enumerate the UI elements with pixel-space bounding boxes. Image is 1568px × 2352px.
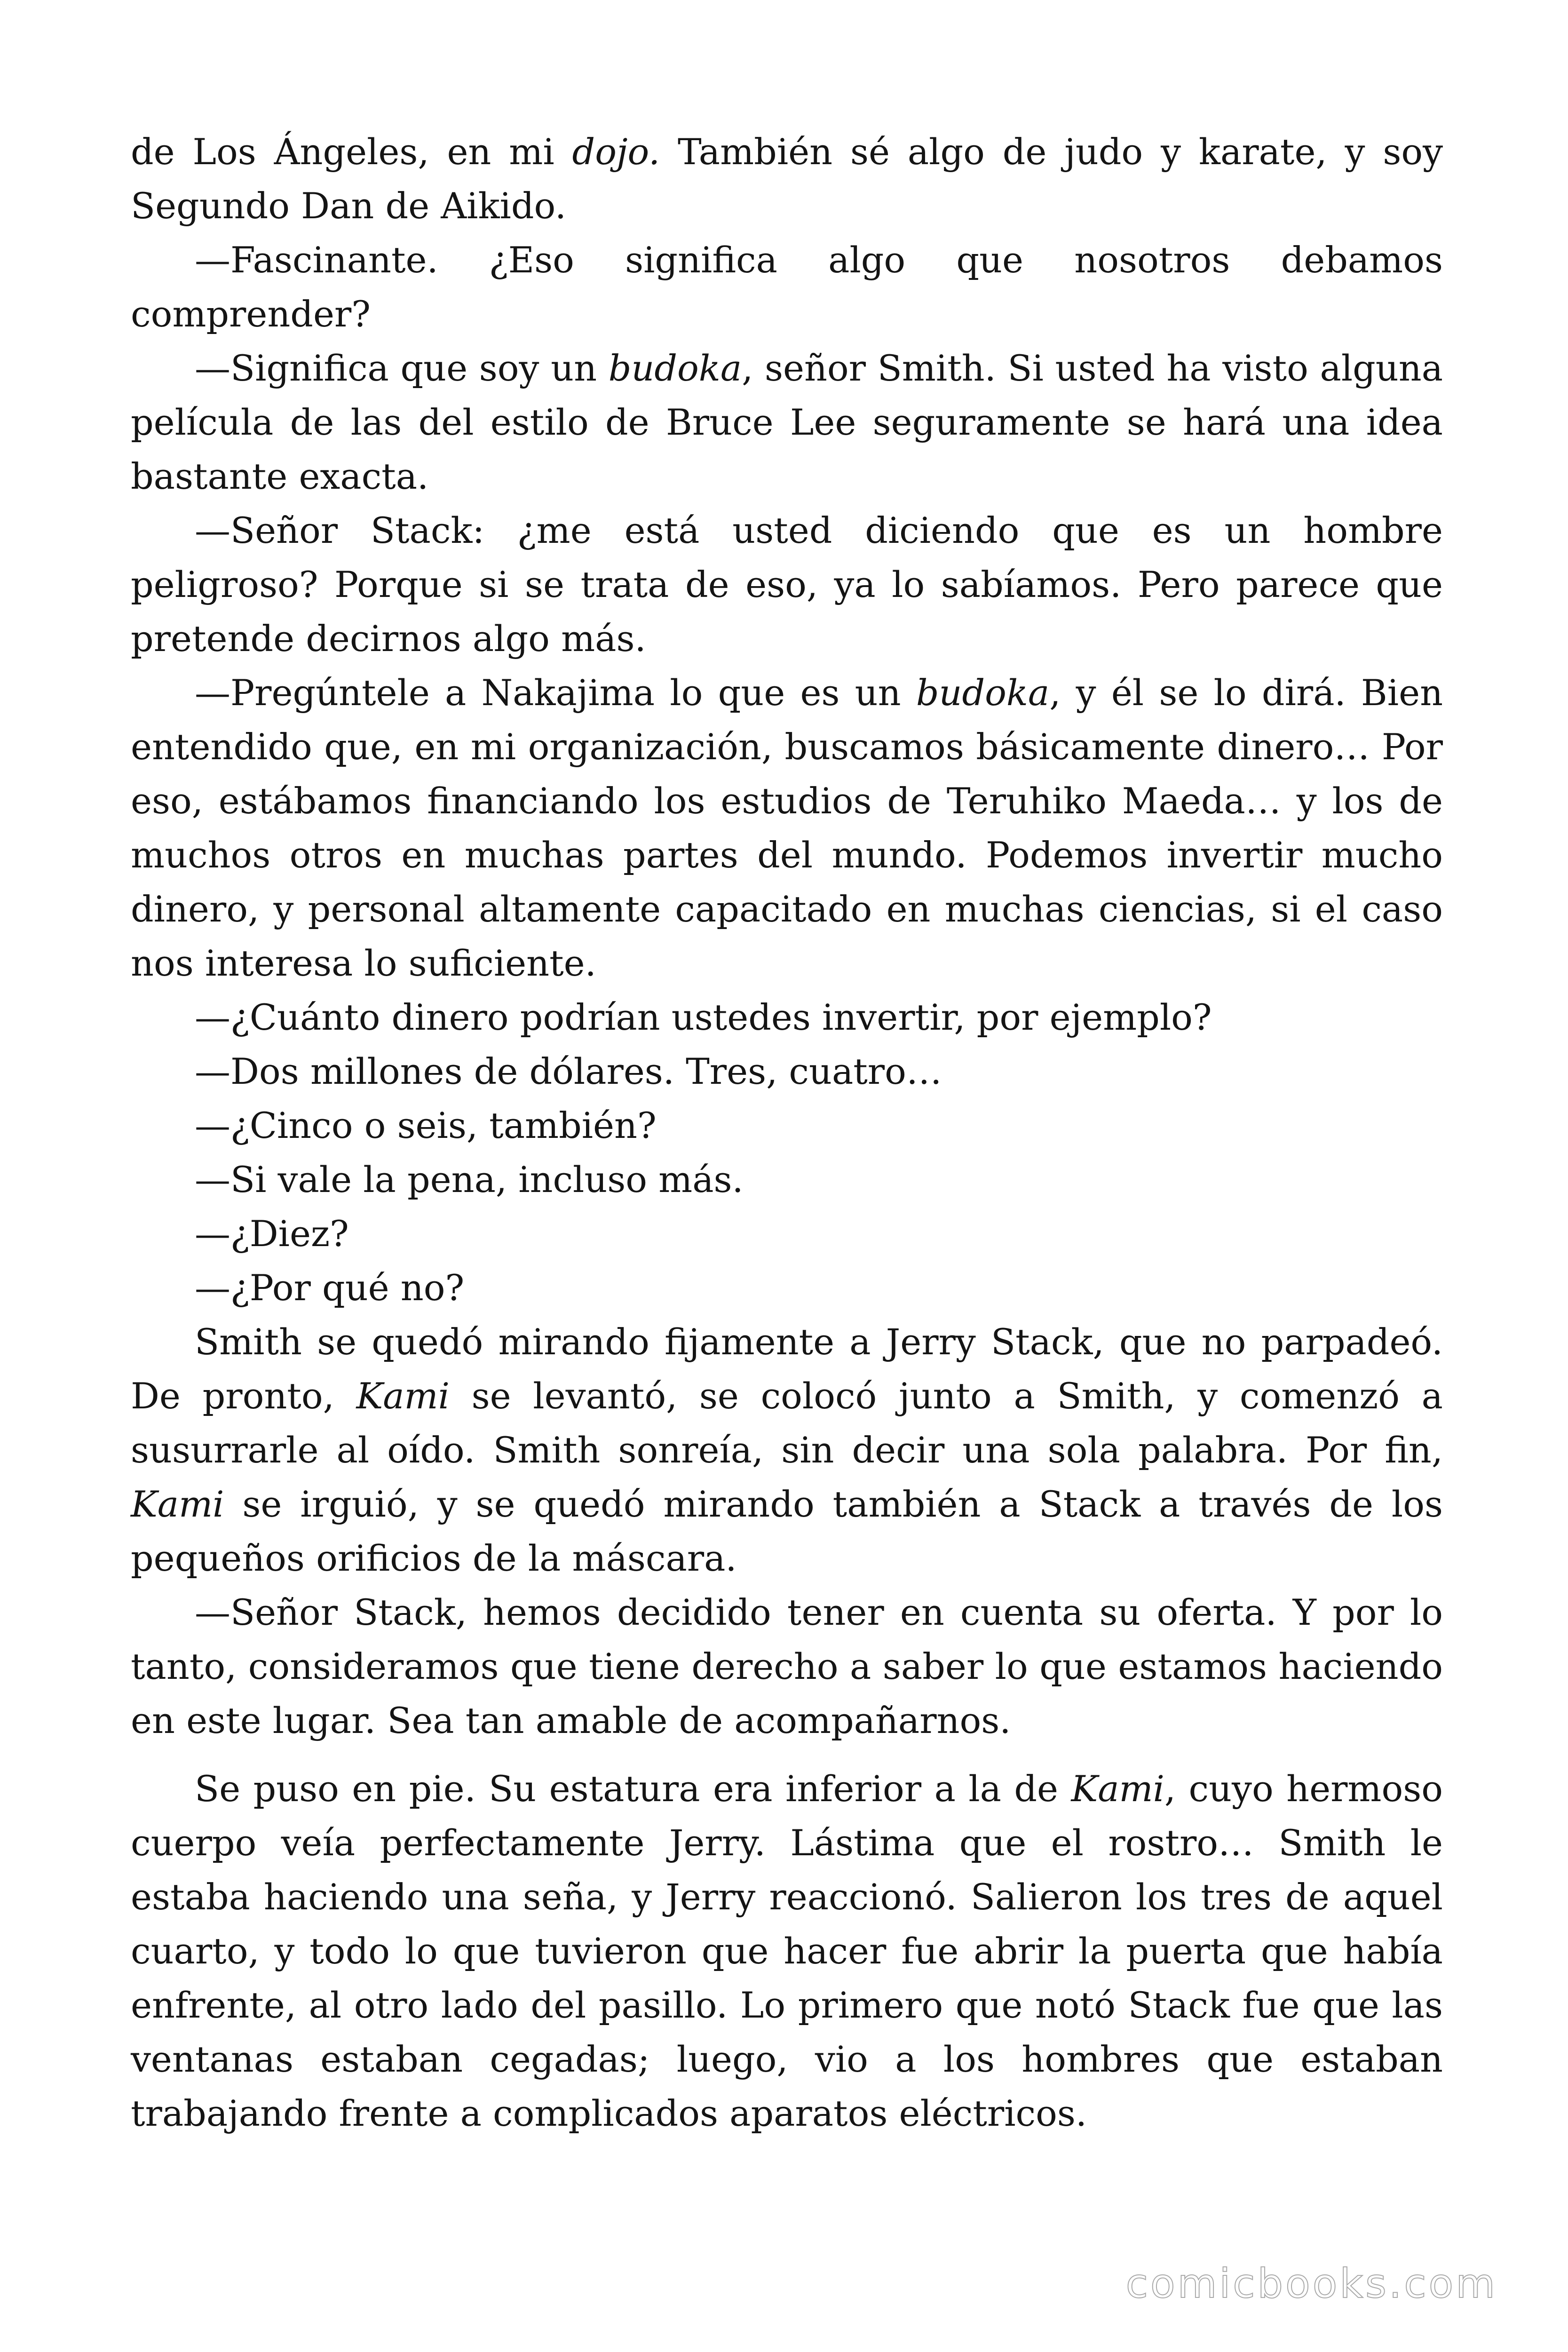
page-body [131, 125, 1443, 2140]
paragraph-1 [131, 125, 1443, 233]
paragraph-14-italic-word: Kami [1071, 1768, 1164, 1810]
paragraph-12-italic-word: Kami [356, 1375, 450, 1417]
paragraph-9 [131, 1152, 1443, 1207]
paragraph-10-text: —¿Diez? [195, 1213, 349, 1255]
paragraph-6-text: —¿Cuánto dinero podrían ustedes invertir, por ejemplo? [195, 996, 1212, 1038]
paragraph-5 [131, 666, 1443, 990]
paragraph-5-text: —Pregúntele a Nakajima lo que es un [195, 672, 916, 714]
paragraph-14 [131, 1762, 1443, 2140]
paragraph-5-text: , y él se lo dirá. Bien entendido que, en mi organización, buscamos básicamente dinero… Por eso, estábamos financiando los estudios de Teruhiko Maeda… y los de muchos otros en muchas partes del mundo. Podemos invertir mucho dinero, y personal altamente capacitado en muchas ciencias, si el caso nos interesa lo suficiente. [131, 672, 1443, 984]
paragraph-12-text: se irguió, y se quedó mirando también a Stack a través de los pequeños orificios de la máscara. [131, 1483, 1443, 1579]
paragraph-14-text: , cuyo hermoso cuerpo veía perfectamente Jerry. Lástima que el rostro… Smith le estaba haciendo una seña, y Jerry reaccionó. Salieron los tres de aquel cuarto, y todo lo que tuvieron que hacer fue abrir la puerta que había enfrente, al otro lado del pasillo. Lo primero que notó Stack fue que las ventanas estaban cegadas; luego, vio a los hombres que estaban trabajando frente a complicados aparatos eléctricos. [131, 1768, 1443, 2134]
paragraph-10 [131, 1207, 1443, 1261]
watermark: comicbooks.com [1125, 2260, 1497, 2307]
paragraph-4 [131, 503, 1443, 666]
paragraph-3-text: , señor Smith. Si usted ha visto alguna película de las del estilo de Bruce Lee seguramente se hará una idea bastante exacta. [131, 347, 1443, 497]
paragraph-12-text: se levantó, se colocó junto a Smith, y comenzó a susurrarle al oído. Smith sonreía, sin decir una sola palabra. Por fin, [131, 1375, 1443, 1471]
paragraph-7 [131, 1044, 1443, 1098]
paragraph-8 [131, 1098, 1443, 1152]
paragraph-7-text: —Dos millones de dólares. Tres, cuatro… [195, 1050, 942, 1092]
paragraph-2-text: —Fascinante. ¿Eso significa algo que nosotros debamos comprender? [131, 239, 1443, 335]
paragraph-3-italic-word: budoka [608, 347, 742, 389]
paragraph-3 [131, 341, 1443, 503]
paragraph-5-italic-word: budoka [916, 672, 1050, 714]
paragraph-14-text: Se puso en pie. Su estatura era inferior a la de [195, 1768, 1071, 1810]
paragraph-11 [131, 1261, 1443, 1315]
paragraph-13 [131, 1585, 1443, 1748]
paragraph-2 [131, 233, 1443, 341]
paragraph-1-text: También sé algo de judo y karate, y soy Segundo Dan de Aikido. [131, 131, 1443, 227]
paragraph-11-text: —¿Por qué no? [195, 1267, 465, 1309]
paragraph-9-text: —Si vale la pena, incluso más. [195, 1159, 744, 1200]
paragraph-12 [131, 1315, 1443, 1585]
paragraph-12-text: Smith se quedó mirando fijamente a Jerry Stack, que no parpadeó. De pronto, [131, 1321, 1443, 1417]
paragraph-1-text: de Los Ángeles, en mi [131, 131, 572, 173]
paragraph-1-italic-word: dojo. [572, 131, 660, 173]
paragraph-12-italic-word: Kami [131, 1483, 224, 1525]
paragraph-4-text: —Señor Stack: ¿me está usted diciendo que es un hombre peligroso? Porque si se trata de eso, ya lo sabíamos. Pero parece que pretende decirnos algo más. [131, 509, 1443, 660]
paragraph-6 [131, 990, 1443, 1044]
paragraph-13-text: —Señor Stack, hemos decidido tener en cuenta su oferta. Y por lo tanto, consideramos que tiene derecho a saber lo que estamos haciendo en este lugar. Sea tan amable de acompañarnos. [131, 1591, 1443, 1741]
paragraph-8-text: —¿Cinco o seis, también? [195, 1104, 657, 1146]
paragraph-3-text: —Significa que soy un [195, 347, 609, 389]
